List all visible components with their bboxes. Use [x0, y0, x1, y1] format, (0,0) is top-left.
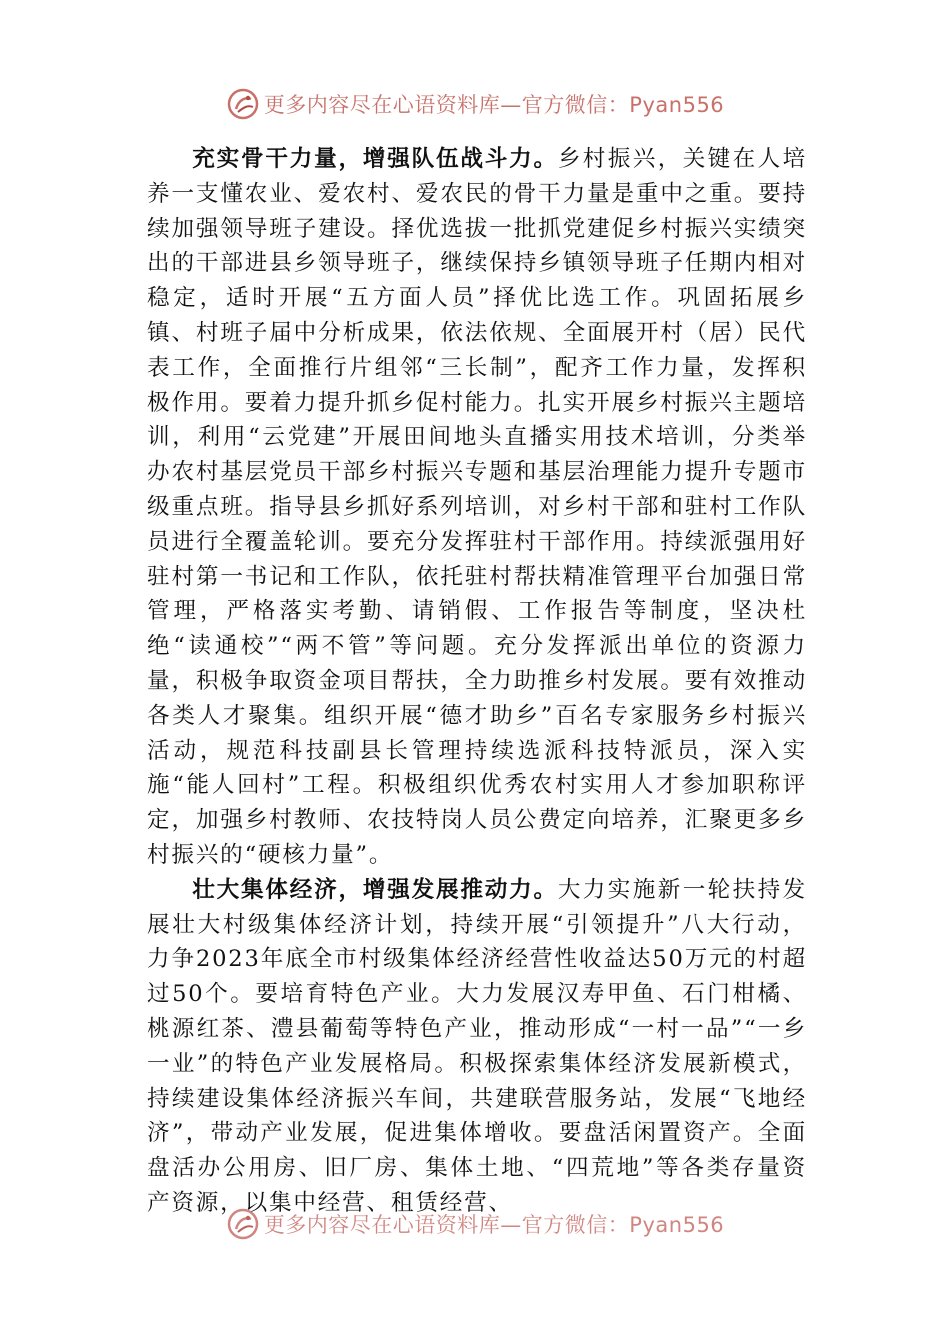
paragraph-text: 乡村振兴，关键在人培养一支懂农业、爱农村、爱农民的骨干力量是重中之重。要持续加强领导班子建设。择优选拔一批抓党建促乡村振兴实绩突出的干部进县乡领导班子，继续保持乡镇领导班子任期内相对稳定，适时开展“五方面人员”择优比选工作。巩固拓展乡镇、村班子届中分析成果，依法依规、全面展开村（居）民代表工作，全面推行片组邻“三长制”，配齐工作力量，发挥积极作用。要着力提升抓乡促村能力。扎实开展乡村振兴主题培训，利用“云党建”开展田间地头直播实用技术培训，分类举办农村基层党员干部乡村振兴专题和基层治理能力提升专题市级重点班。指导县乡抓好系列培训，对乡村干部和驻村工作队员进行全覆盖轮训。要充分发挥驻村干部作用。持续派强用好驻村第一书记和工作队，依托驻村帮扶精准管理平台加强日常管理，严格落实考勤、请销假、工作报告等制度，坚决杜绝“读通校”“两不管”等问题。充分发挥派出单位的资源力量，积极争取资金项目帮扶，全力助推乡村发展。要有效推动各类人才聚集。组织开展“德才助乡”百名专家服务乡村振兴活动，规范科技副县长管理持续选派科技特派员，深入实施“能人回村”工程。积极组织优秀农村实用人才参加职称评定，加强乡村教师、农技特岗人员公费定向培养，汇聚更多乡村振兴的“硬核力量”。	[147, 146, 808, 868]
watermark-banner-top	[0, 86, 950, 122]
paragraph-heading: 充实骨干力量，增强队伍战斗力。	[192, 146, 558, 172]
paragraph	[147, 873, 807, 1221]
logo-icon	[226, 87, 260, 121]
banner-text: 更多内容尽在心语资料库—官方微信：Pyan556	[263, 1213, 725, 1237]
banner-text: 更多内容尽在心语资料库—官方微信：Pyan556	[263, 93, 725, 117]
document-body	[147, 142, 807, 1221]
logo-icon	[226, 1207, 260, 1241]
paragraph	[147, 142, 807, 873]
paragraph-text: 大力实施新一轮扶持发展壮大村级集体经济计划，持续开展“引领提升”八大行动，力争2023年底全市村级集体经济经营性收益达50万元的村超过50个。要培育特色产业。大力发展汉寿甲鱼、石门柑橘、桃源红茶、澧县葡萄等特色产业，推动形成“一村一品”“一乡一业”的特色产业发展格局。积极探索集体经济发展新模式，持续建设集体经济振兴车间，共建联营服务站，发展“飞地经济”，带动产业发展，促进集体增收。要盘活闲置资产。全面盘活办公用房、旧厂房、集体土地、“四荒地”等各类存量资产资源，以集中经营、租赁经营、	[147, 876, 808, 1216]
watermark-banner-bottom	[0, 1206, 950, 1242]
paragraph-heading: 壮大集体经济，增强发展推动力。	[192, 876, 558, 903]
